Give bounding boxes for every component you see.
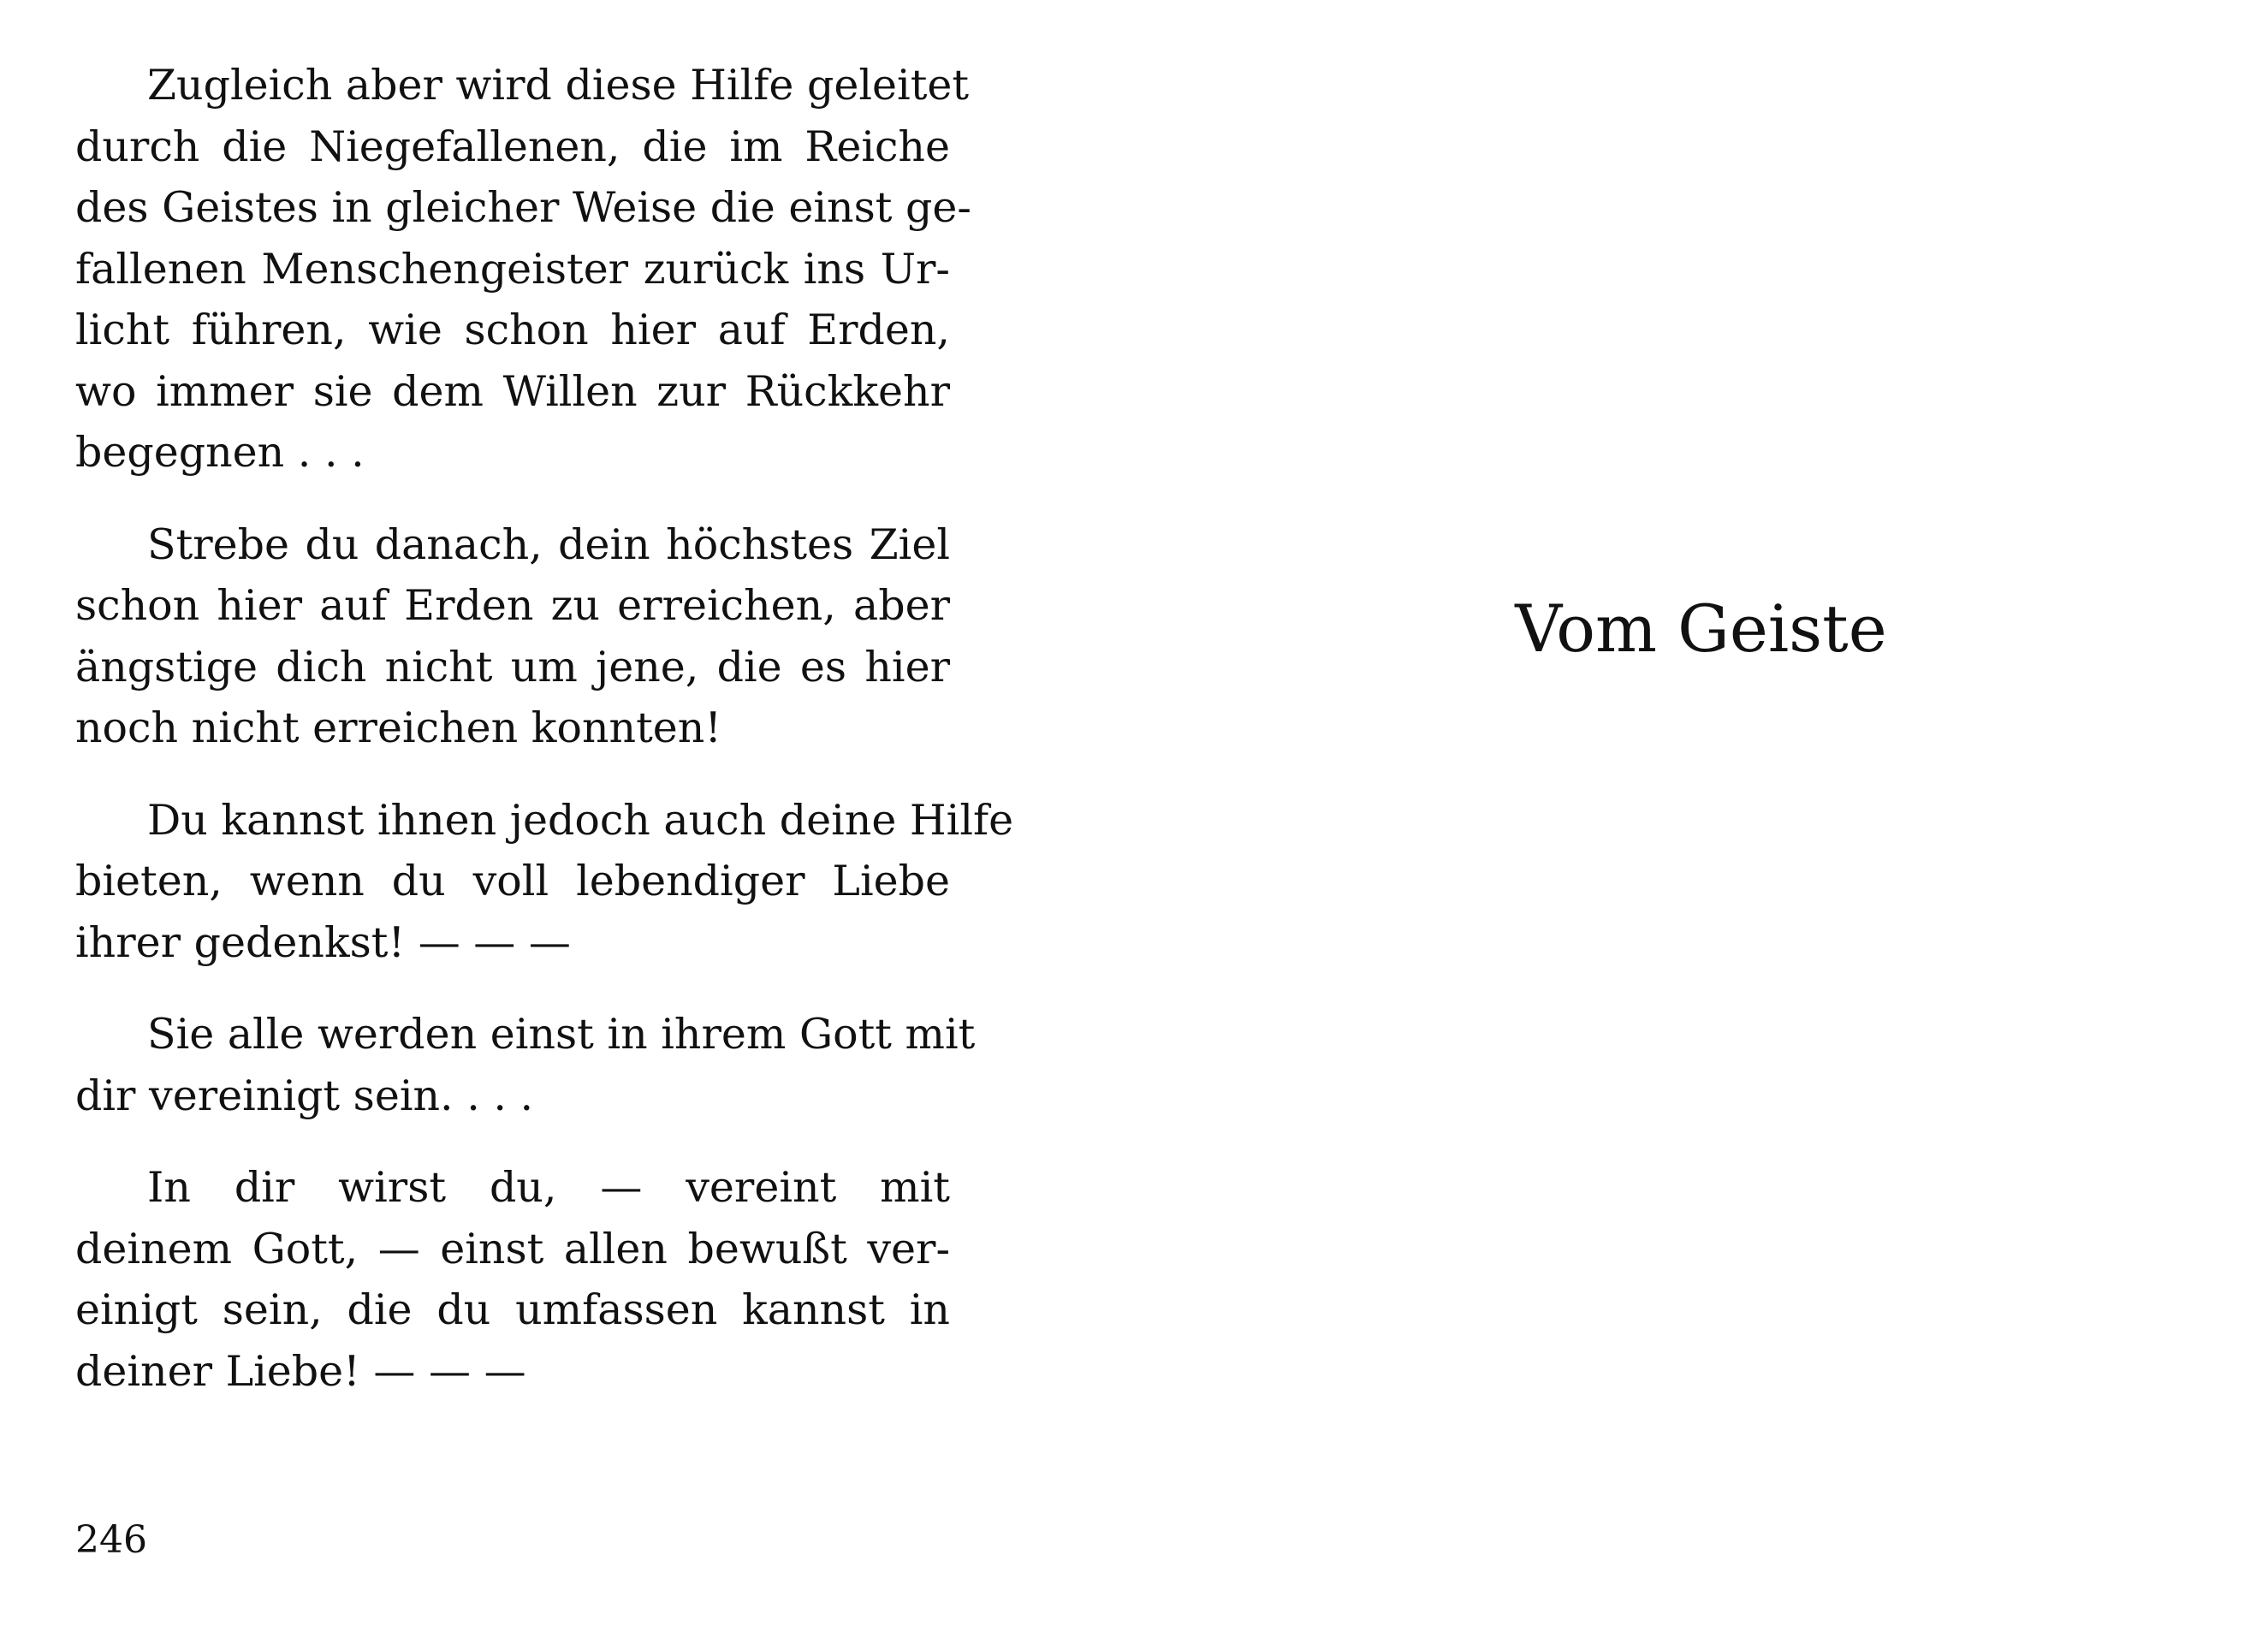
text-line: bieten, wenn du voll lebendiger Liebe	[75, 857, 950, 905]
text-line: In dir wirst du, — vereint mit	[147, 1163, 950, 1212]
text-line: noch nicht erreichen konnten!	[75, 703, 722, 752]
text-line: dir vereinigt sein. . . .	[75, 1071, 534, 1120]
text-line: deinem Gott, — einst allen bewußt ver-	[75, 1224, 950, 1273]
text-line: ängstige dich nicht um jene, die es hier	[75, 642, 950, 691]
text-line: Zugleich aber wird diese Hilfe geleitet	[147, 61, 970, 110]
paragraph-1	[75, 55, 971, 484]
text-line: des Geistes in gleicher Weise die einst ge-	[75, 183, 971, 232]
text-line: schon hier auf Erden zu erreichen, aber	[75, 581, 950, 630]
text-line: deiner Liebe! — — —	[75, 1346, 526, 1396]
text-line: Sie alle werden einst in ihrem Gott mit	[147, 1010, 976, 1059]
text-line: begegnen . . .	[75, 428, 365, 477]
text-line: Strebe du danach, dein höchstes Ziel	[147, 519, 950, 569]
text-line: durch die Niegefallenen, die im Reiche	[75, 122, 950, 171]
text-line: Du kannst ihnen jedoch auch deine Hilfe	[147, 795, 1014, 845]
text-line: ihrer gedenkst! — — —	[75, 917, 571, 967]
text-line: wo immer sie dem Willen zur Rückkehr	[75, 366, 950, 416]
paragraph-3	[75, 790, 1014, 974]
text-line: fallenen Menschengeister zurück ins Ur-	[75, 244, 950, 294]
section-title: Vom Geiste	[1515, 590, 1887, 667]
right-page	[1134, 0, 2268, 1626]
paragraph-2	[75, 514, 950, 759]
body-text	[75, 55, 1014, 1433]
text-line: licht führen, wie schon hier auf Erden,	[75, 306, 950, 354]
text-line: einigt sein, die du umfassen kannst in	[75, 1285, 950, 1334]
page-number: 246	[75, 1518, 147, 1562]
paragraph-5	[75, 1157, 950, 1402]
paragraph-4	[75, 1004, 976, 1126]
